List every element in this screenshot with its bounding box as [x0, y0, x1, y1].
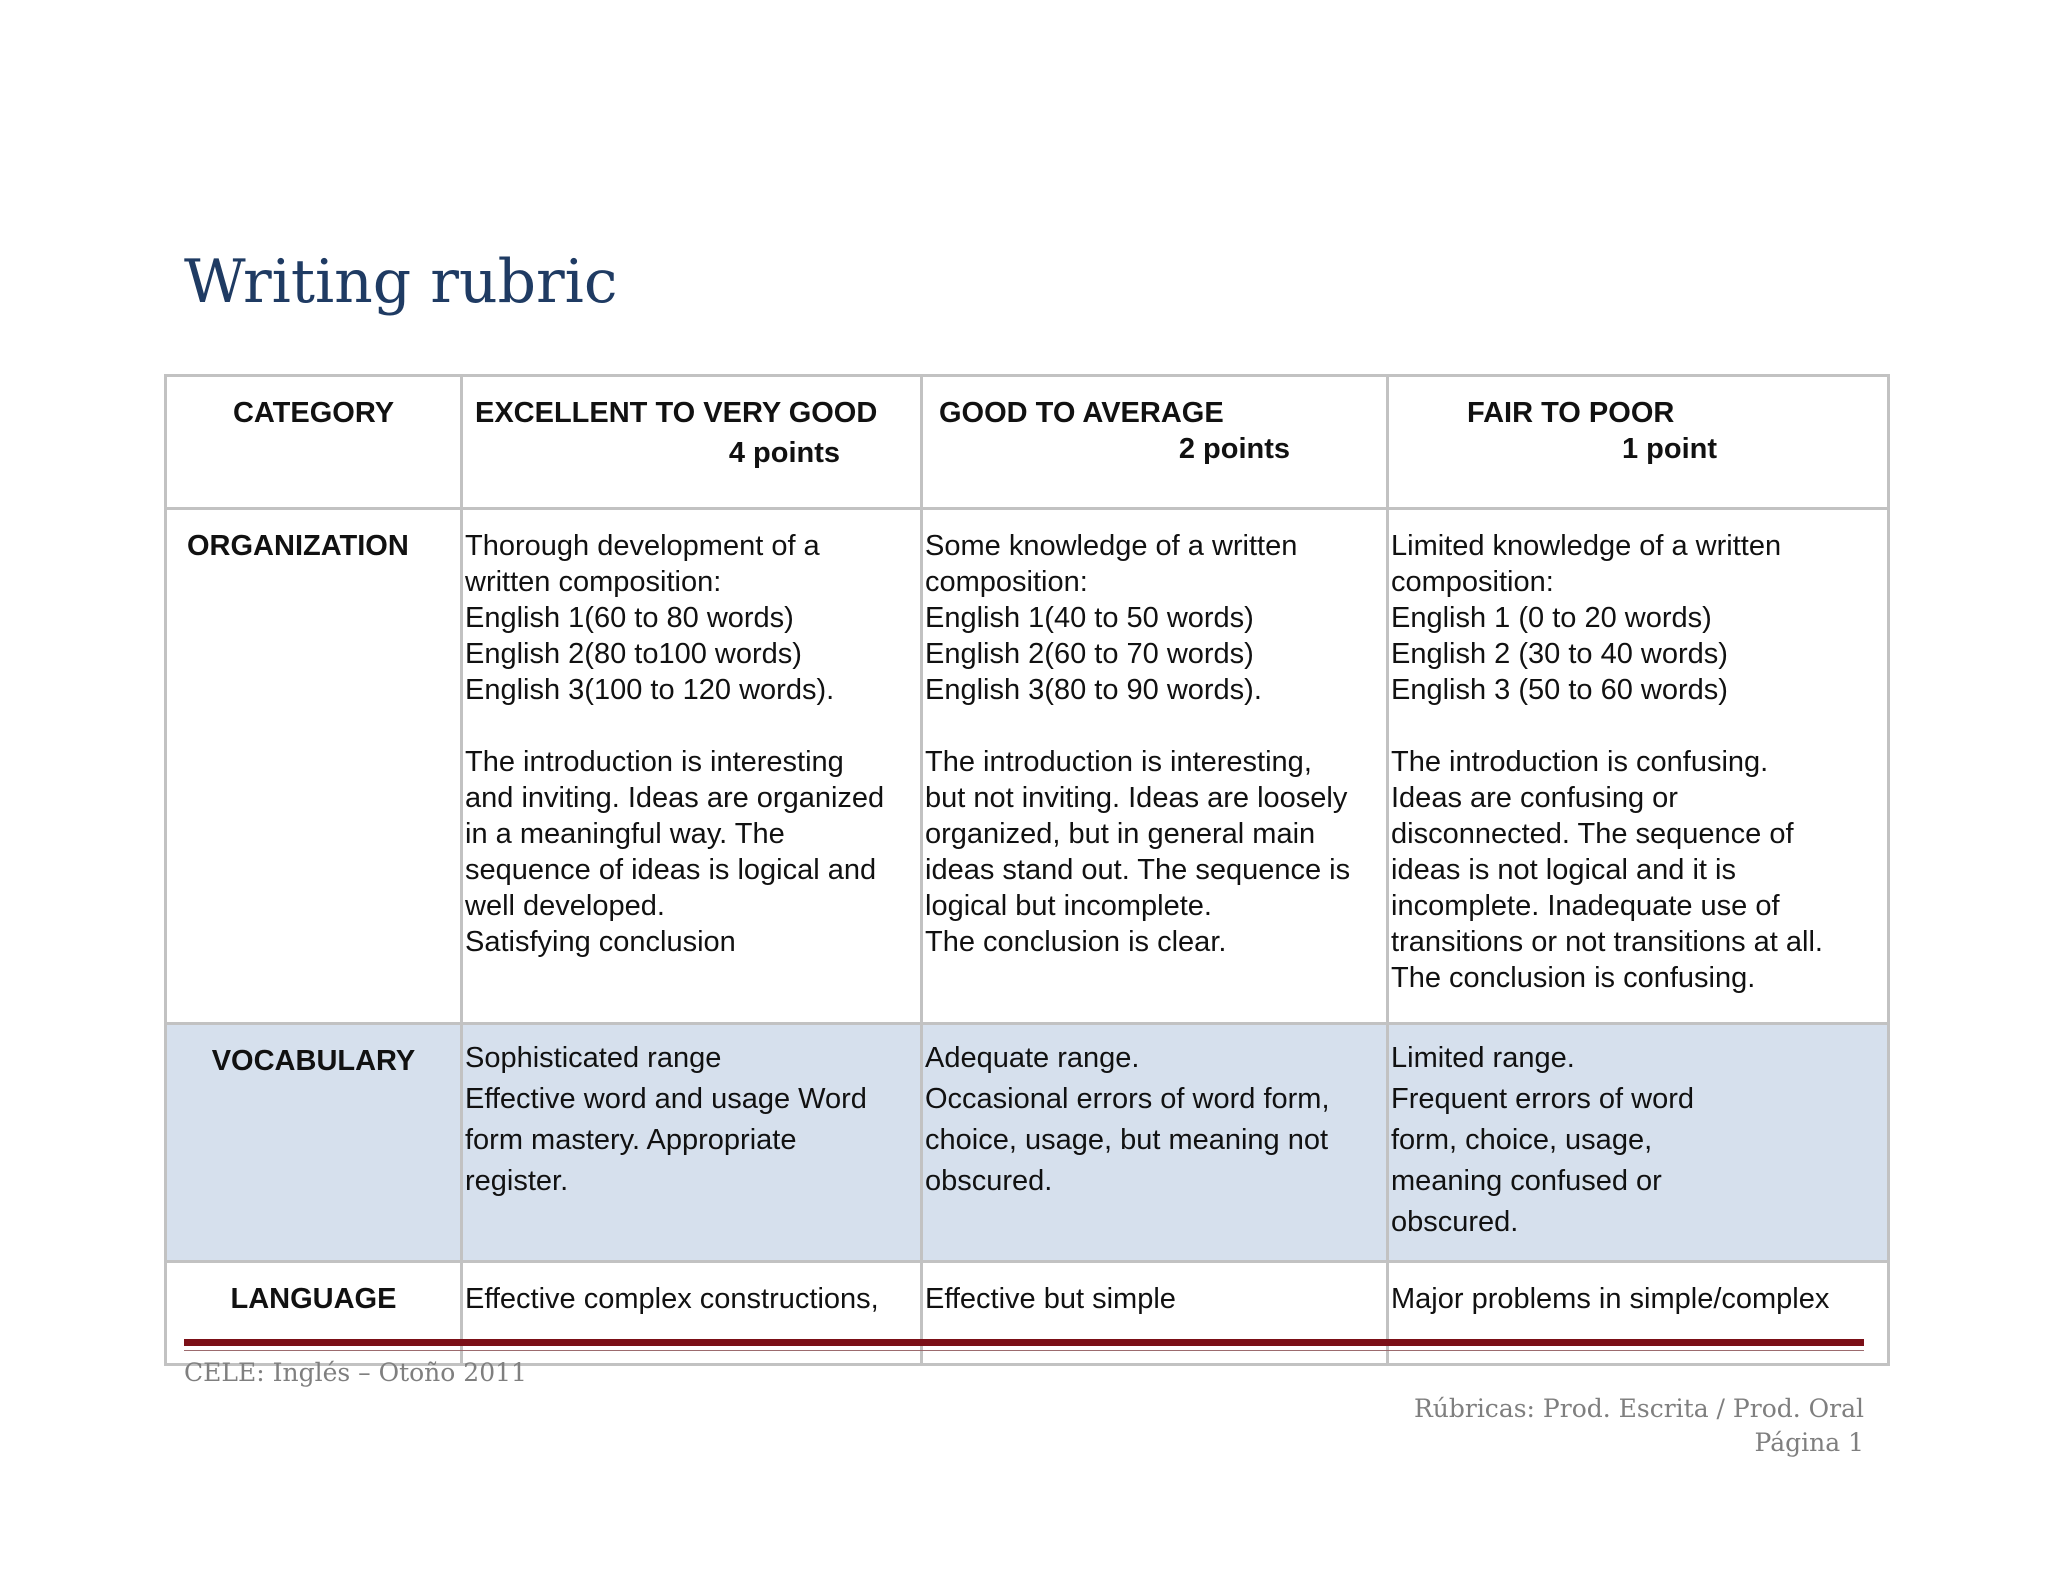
vocabulary-fair-cell [1388, 1024, 1889, 1262]
organization-fair-text-2: The introduction is confusing. Ideas are confusing or disconnected. The sequence of ideas is not logical and it is incomplete. Inadequate use of transitions or not transitions at all. The conclusion is confusing. [1391, 746, 1823, 994]
vocabulary-excellent-cell [462, 1024, 922, 1262]
vocabulary-excellent-text: Sophisticated range Effective word and usage Word form mastery. Appropriate register. [465, 1042, 867, 1197]
language-fair-text: Major problems in simple/complex [1391, 1283, 1830, 1315]
category-vocabulary: VOCABULARY [166, 1024, 462, 1262]
organization-good-text-1: Some knowledge of a written composition: English 1(40 to 50 words) English 2(60 to 70 words) English 3(80 to 90 words). [925, 530, 1298, 706]
header-category [166, 376, 462, 509]
organization-excellent-text-2: The introduction is interesting and inviting. Ideas are organized in a meaningful way. The sequence of ideas is logical and well developed. Satisfying conclusion [465, 746, 885, 958]
category-language: LANGUAGE [166, 1262, 462, 1365]
header-fair [1388, 376, 1889, 509]
organization-fair-text-1: Limited knowledge of a written composition: English 1 (0 to 20 words) English 2 (30 to 40 words) English 3 (50 to 60 words) [1391, 530, 1782, 706]
footer-divider [184, 1339, 1864, 1346]
header-category-label: CATEGORY [232, 397, 395, 429]
language-good-text: Effective but simple [925, 1283, 1176, 1315]
organization-excellent-text-1: Thorough development of a written composition: English 1(60 to 80 words) English 2(80 to100 words) English 3(100 to 120 words). [465, 530, 835, 706]
vocabulary-good-cell [922, 1024, 1388, 1262]
vocabulary-fair-text: Limited range. Frequent errors of word form, choice, usage, meaning confused or obscured. [1391, 1042, 1695, 1238]
vocabulary-good-text: Adequate range. Occasional errors of word form, choice, usage, but meaning not obscured. [925, 1042, 1330, 1197]
footer-document-name: Rúbricas: Prod. Escrita / Prod. Oral [1413, 1394, 1864, 1423]
header-good-points: 2 points [1178, 433, 1290, 465]
header-row [166, 376, 1889, 509]
footer-page-number: Página 1 [1754, 1428, 1864, 1457]
footer-divider-thin [184, 1350, 1864, 1351]
header-fair-points: 1 point [1621, 433, 1717, 465]
header-good [922, 376, 1388, 509]
header-fair-title: FAIR TO POOR [1467, 397, 1675, 429]
table-row-vocabulary [166, 1024, 1889, 1262]
header-excellent-points: 4 points [728, 437, 840, 469]
rubric-table [164, 374, 1890, 1366]
header-excellent [462, 376, 922, 509]
header-excellent-title: EXCELLENT TO VERY GOOD [475, 397, 878, 429]
language-excellent-text: Effective complex constructions, [465, 1283, 879, 1315]
header-good-title: GOOD TO AVERAGE [939, 397, 1224, 429]
organization-good-cell [922, 509, 1388, 1024]
footer-course: CELE: Inglés – Otoño 2011 [184, 1358, 527, 1387]
category-organization: ORGANIZATION [166, 509, 462, 1024]
page-title: Writing rubric [184, 247, 618, 317]
organization-fair-cell [1388, 509, 1889, 1024]
footer-page-info [1414, 1392, 1864, 1460]
organization-good-text-2: The introduction is interesting, but not inviting. Ideas are loosely organized, but in general main ideas stand out. The sequence is logical but incomplete. The conclusion is clear. [925, 746, 1351, 958]
organization-excellent-cell [462, 509, 922, 1024]
table-row-organization [166, 509, 1889, 1024]
